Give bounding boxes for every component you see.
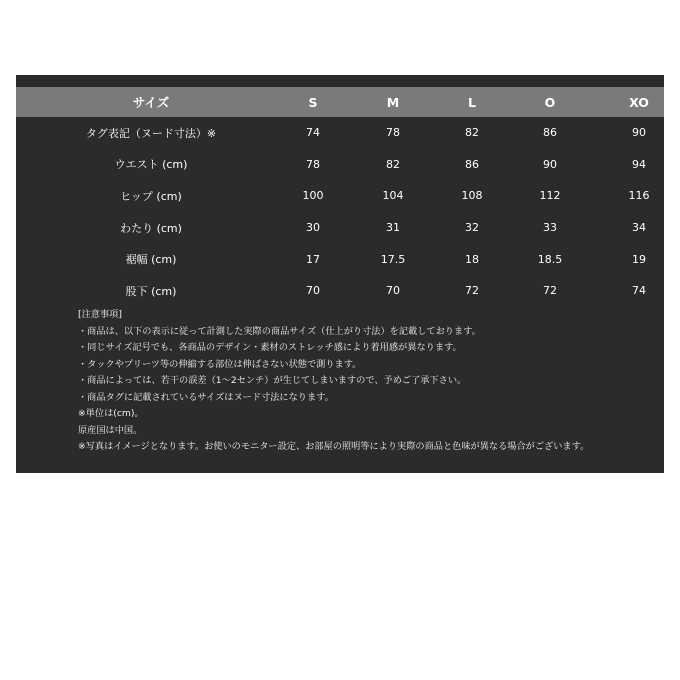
table-cell: 17.5 [380, 252, 406, 266]
size-table [16, 87, 664, 307]
note-line: 原産国は中国。 [78, 424, 143, 436]
table-cell: 104 [382, 189, 404, 203]
table-cell: 74 [632, 284, 646, 298]
note-line: ・商品は、以下の表示に従って計測した実際の商品サイズ（仕上がり寸法）を記載しております。 [78, 325, 481, 337]
table-cell: 86 [465, 157, 479, 171]
table-cell: 94 [632, 157, 646, 171]
table-cell: 30 [306, 221, 320, 235]
note-line: ※単位は(cm)。 [78, 408, 144, 419]
table-row [16, 212, 664, 244]
table-cell: 116 [628, 189, 650, 203]
header-size-m: M [386, 94, 400, 110]
table-cell: 100 [302, 189, 324, 203]
table-header-row [16, 87, 664, 117]
table-cell: 86 [543, 126, 557, 140]
table-cell: 78 [306, 157, 320, 171]
table-cell: 17 [306, 252, 320, 266]
header-size-l: L [468, 94, 476, 110]
table-row [16, 180, 664, 212]
header-size-s: S [308, 94, 318, 110]
table-row [16, 275, 664, 307]
note-line: ※写真はイメージとなります。お使いのモニター設定、お部屋の照明等により実際の商品と色味が異なる場合がございます。 [78, 441, 590, 452]
note-line: ・商品タグに記載されているサイズはヌード寸法になります。 [78, 391, 334, 403]
table-cell: 74 [306, 126, 320, 140]
table-cell: 19 [632, 252, 646, 266]
table-cell: 90 [543, 157, 557, 171]
table-row [16, 117, 664, 149]
table-cell: 70 [306, 284, 320, 298]
header-size-xo: XO [629, 94, 649, 110]
table-cell: 18.5 [537, 252, 563, 266]
row-label: 股下 (cm) [125, 284, 177, 298]
note-line: ・商品によっては、若干の誤差（1〜2センチ）が生じてしまいますので、予めご了承下さい。 [78, 375, 467, 386]
table-cell: 112 [539, 189, 561, 203]
row-label: ウエスト (cm) [114, 158, 188, 172]
table-row [16, 243, 664, 275]
table-cell: 108 [461, 189, 483, 203]
size-chart-panel [16, 75, 664, 473]
header-size-label: サイズ [132, 95, 170, 110]
table-cell: 31 [386, 221, 400, 235]
table-row [16, 149, 664, 181]
row-label: わたり (cm) [120, 221, 182, 235]
table-cell: 72 [543, 284, 557, 298]
table-cell: 32 [465, 221, 479, 235]
table-cell: 70 [386, 284, 400, 298]
table-cell: 18 [465, 252, 479, 266]
table-cell: 33 [543, 221, 557, 235]
table-cell: 72 [465, 284, 479, 298]
note-line: ・同じサイズ記号でも、各商品のデザイン・素材のストレッチ感により着用感が異なります。 [78, 342, 462, 353]
notes-section [78, 307, 658, 456]
header-size-o: O [544, 94, 556, 110]
table-cell: 82 [386, 157, 400, 171]
row-label: ヒップ (cm) [120, 189, 182, 203]
row-label: 裾幅 (cm) [125, 253, 177, 267]
table-cell: 82 [465, 126, 479, 140]
table-cell: 90 [632, 126, 646, 140]
table-cell: 78 [386, 126, 400, 140]
row-label: タグ表記（ヌード寸法）※ [85, 126, 217, 140]
note-line: ・タックやプリーツ等の伸縮する部位は伸ばさない状態で測ります。 [78, 358, 362, 370]
table-cell: 34 [632, 221, 646, 235]
notes-heading: [注意事項] [78, 309, 122, 320]
